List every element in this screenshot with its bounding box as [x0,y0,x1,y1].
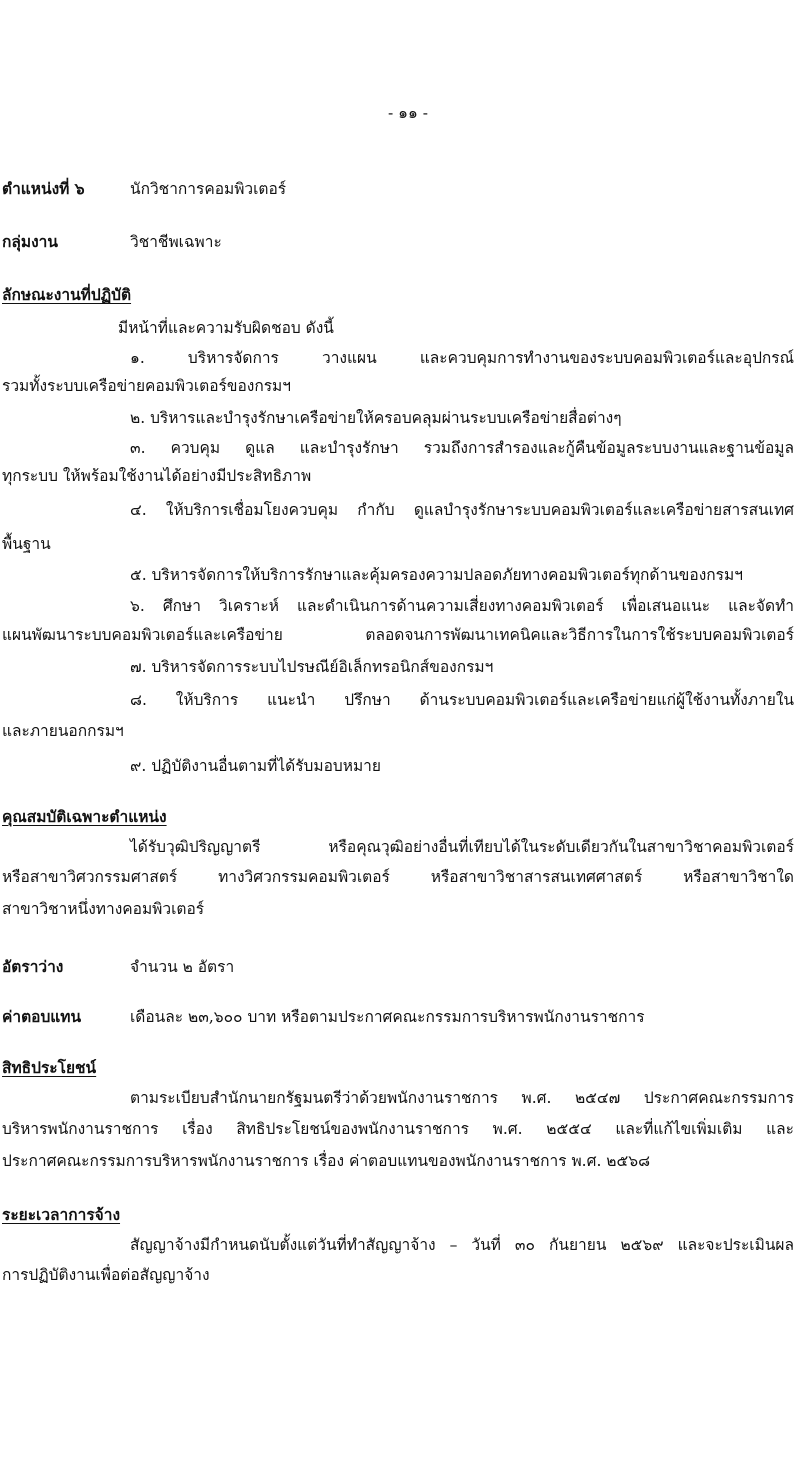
group-label: กลุ่มงาน [2,232,58,251]
qualifications-line-2: หรือสาขาวิศวกรรมศาสตร์ ทางวิศวกรรมคอมพิวเตอร์ หรือสาขาวิชาสารสนเทศศาสตร์ หรือสาขาวิชาใด [2,868,794,886]
duty-item-5: ๕. บริหารจัดการให้บริการรักษาและคุ้มครองความปลอดภัยทางคอมพิวเตอร์ทุกด้านของกรมฯ [130,566,743,584]
duties-intro: มีหน้าที่และความรับผิดชอบ ดังนี้ [118,319,334,337]
duty-item-9: ๙. ปฏิบัติงานอื่นตามที่ได้รับมอบหมาย [130,757,381,775]
employment-period-line-2: การปฏิบัติงานเพื่อต่อสัญญาจ้าง [2,1266,210,1284]
qualifications-heading: คุณสมบัติเฉพาะตำแหน่ง [2,807,167,826]
benefits-heading: สิทธิประโยชน์ [2,1058,97,1077]
vacancy-value: จำนวน ๒ อัตรา [130,958,235,976]
benefits-line-3: ประกาศคณะกรรมการบริหารพนักงานราชการ เรื่อง ค่าตอบแทนของพนักงานราชการ พ.ศ. ๒๕๖๘ [2,1152,651,1170]
vacancy-label: อัตราว่าง [2,957,64,976]
group-value: วิชาชีพเฉพาะ [130,233,222,251]
qualifications-line-1: ได้รับวุฒิปริญญาตรี หรือคุณวุฒิอย่างอื่นที่เทียบได้ในระดับเดียวกันในสาขาวิชาคอมพิวเตอร์ [130,838,794,856]
duty-item-3-cont: ทุกระบบ ให้พร้อมใช้งานได้อย่างมีประสิทธิภาพ [2,467,312,485]
position-value: นักวิชาการคอมพิวเตอร์ [130,180,287,198]
duty-item-1: ๑. บริหารจัดการ วางแผน และควบคุมการทำงานของระบบคอมพิวเตอร์และอุปกรณ์ [130,349,794,367]
duty-item-4-cont: พื้นฐาน [2,535,51,553]
duty-item-2: ๒. บริหารและบำรุงรักษาเครือข่ายให้ครอบคลุมผ่านระบบเครือข่ายสื่อต่างๆ [130,409,622,427]
duty-item-8: ๘. ให้บริการ แนะนำ ปรึกษา ด้านระบบคอมพิวเตอร์และเครือข่ายแก่ผู้ใช้งานทั้งภายใน [130,691,794,709]
duty-item-6-cont: แผนพัฒนาระบบคอมพิวเตอร์และเครือข่าย ตลอดจนการพัฒนาเทคนิคและวิธีการในการใช้ระบบคอมพิวเตอร์ [2,626,794,644]
page-number: - ๑๑ - [388,104,429,122]
duty-item-7: ๗. บริหารจัดการระบบไปรษณีย์อิเล็กทรอนิกส์ของกรมฯ [130,658,494,676]
duty-item-4: ๔. ให้บริการเชื่อมโยงควบคุม กำกับ ดูแลบำรุงรักษาระบบคอมพิวเตอร์และเครือข่ายสารสนเทศ [130,501,794,519]
qualifications-line-3: สาขาวิชาหนึ่งทางคอมพิวเตอร์ [2,900,205,918]
compensation-label: ค่าตอบแทน [2,1007,82,1026]
duty-item-6: ๖. ศึกษา วิเคราะห์ และดำเนินการด้านความเสี่ยงทางคอมพิวเตอร์ เพื่อเสนอแนะ และจัดทำ [130,597,794,615]
duties-heading: ลักษณะงานที่ปฏิบัติ [2,285,132,304]
duty-item-3: ๓. ควบคุม ดูแล และบำรุงรักษา รวมถึงการสำรองและกู้คืนข้อมูลระบบงานและฐานข้อมูล [130,439,794,457]
employment-period-line-1: สัญญาจ้างมีกำหนดนับตั้งแต่วันที่ทำสัญญาจ้าง – วันที่ ๓๐ กันยายน ๒๕๖๙ และจะประเมินผล [130,1236,794,1254]
duty-item-1-cont: รวมทั้งระบบเครือข่ายคอมพิวเตอร์ของกรมฯ [2,377,291,395]
employment-period-heading: ระยะเวลาการจ้าง [2,1205,121,1224]
benefits-line-2: บริหารพนักงานราชการ เรื่อง สิทธิประโยชน์ของพนักงานราชการ พ.ศ. ๒๕๕๔ และที่แก้ไขเพิ่มเติม และ [2,1120,794,1138]
compensation-value: เดือนละ ๒๓,๖๐๐ บาท หรือตามประกาศคณะกรรมการบริหารพนักงานราชการ [130,1008,645,1026]
benefits-line-1: ตามระเบียบสำนักนายกรัฐมนตรีว่าด้วยพนักงานราชการ พ.ศ. ๒๕๔๗ ประกาศคณะกรรมการ [130,1089,794,1107]
duty-item-8-cont: และภายนอกกรมฯ [2,722,124,740]
position-label: ตำแหน่งที่ ๖ [2,179,85,198]
